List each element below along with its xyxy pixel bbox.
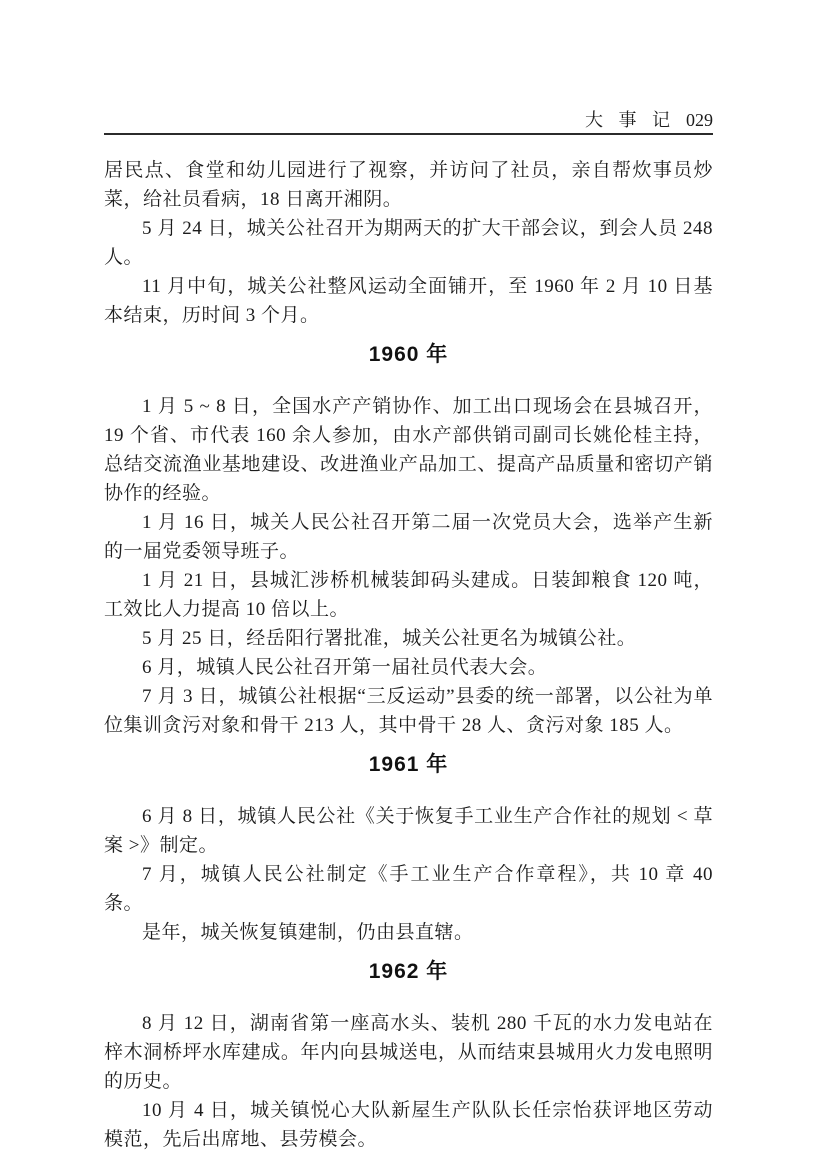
year-heading-1961: 1961 年 (368, 753, 449, 776)
section-1960 (104, 342, 713, 740)
paragraph: 居民点、食堂和幼儿园进行了视察，并访问了社员，亲自帮炊事员炒菜，给社员看病，18 日离开湘阴。 (104, 160, 713, 210)
paragraph: 6 月 8 日，城镇人民公社《关于恢复手工业生产合作社的规划 < 草案 >》制定。 (104, 806, 713, 856)
running-header-title: 大 事 记 (585, 110, 671, 130)
paragraph: 7 月，城镇人民公社制定《手工业生产合作章程》，共 10 章 40 条。 (104, 864, 713, 914)
paragraph: 1 月 5 ~ 8 日，全国水产产销协作、加工出口现场会在县城召开，19 个省、市代表 160 余人参加，由水产部供销司副司长姚伦桂主持，总结交流渔业基地建设、改进渔业产品加工、提高产品质量和密切产销协作的经验。 (104, 396, 713, 504)
running-header (104, 111, 713, 133)
paragraph: 7 月 3 日，城镇公社根据“三反运动”县委的统一部署，以公社为单位集训贪污对象和骨干 213 人，其中骨干 28 人、贪污对象 185 人。 (104, 686, 713, 736)
paragraph: 1 月 21 日，县城汇涉桥机械装卸码头建成。日装卸粮食 120 吨，工效比人力提高 10 倍以上。 (104, 570, 713, 620)
section-1961 (104, 752, 713, 947)
paragraph: 1 月 16 日，城关人民公社召开第二届一次党员大会，选举产生新的一届党委领导班子。 (104, 512, 713, 562)
paragraph: 5 月 24 日，城关公社召开为期两天的扩大干部会议，到会人员 248 人。 (104, 218, 713, 268)
paragraph: 11 月中旬，城关公社整风运动全面铺开，至 1960 年 2 月 10 日基本结束，历时间 3 个月。 (104, 276, 713, 326)
paragraph: 是年，城关恢复镇建制，仍由县直辖。 (142, 922, 474, 943)
section-intro (104, 156, 713, 330)
page-number: 029 (686, 110, 713, 130)
section-1962 (104, 959, 713, 1154)
paragraph: 8 月 12 日，湖南省第一座高水头、装机 280 千瓦的水力发电站在梓木洞桥坪水库建成。年内向县城送电，从而结束县城用火力发电照明的历史。 (104, 1013, 713, 1092)
paragraph: 5 月 25 日，经岳阳行署批准，城关公社更名为城镇公社。 (142, 628, 637, 649)
year-heading-1960: 1960 年 (368, 343, 449, 366)
paragraph: 10 月 4 日，城关镇悦心大队新屋生产队队长任宗怡获评地区劳动模范，先后出席地、县劳模会。 (104, 1100, 713, 1150)
year-heading-1962: 1962 年 (368, 960, 449, 983)
page-content (104, 135, 713, 1154)
paragraph: 6 月，城镇人民公社召开第一届社员代表大会。 (142, 657, 548, 678)
